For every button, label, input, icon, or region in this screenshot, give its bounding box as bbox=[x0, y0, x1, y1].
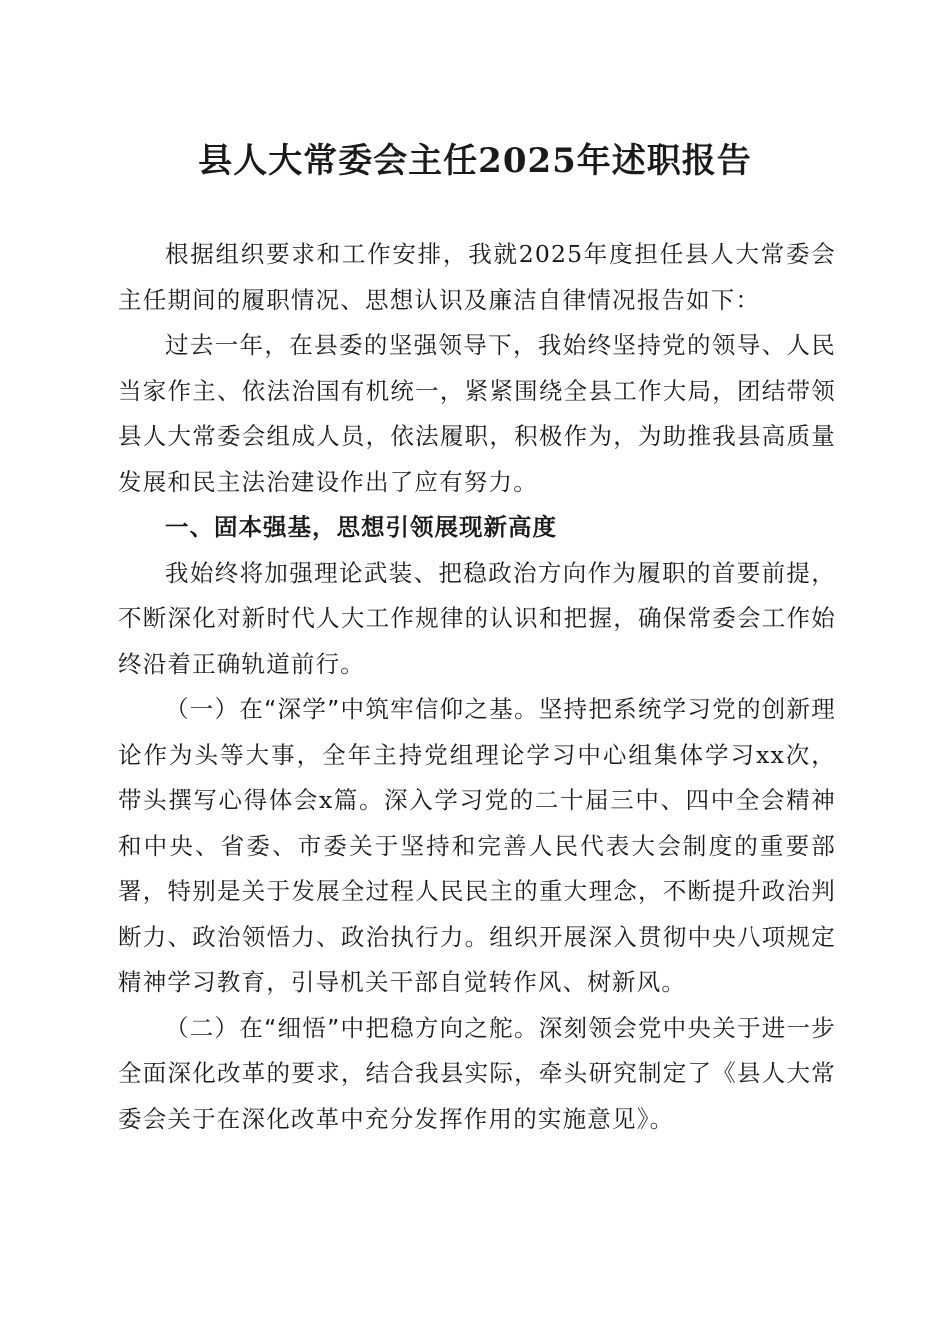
intro-paragraph-2: 过去一年，在县委的坚强领导下，我始终坚持党的领导、人民当家作主、依法治国有机统一，紧紧围绕全县工作大局，团结带领县人大常委会组成人员，依法履职，积极作为，为助推我县高质量发展和民主法治建设作出了应有努力。 bbox=[118, 331, 836, 496]
document-title: 县人大常委会主任2025年述职报告 bbox=[198, 141, 752, 181]
intro-paragraph-1: 根据组织要求和工作安排，我就2025年度担任县人大常委会主任期间的履职情况、思想认识及廉洁自律情况报告如下： bbox=[118, 240, 836, 314]
section-1-heading: 一、固本强基，思想引领展现新高度 bbox=[165, 513, 557, 541]
section-1-item-2-label: （二）在“细悟”中把稳方向之舵。 bbox=[165, 1013, 539, 1042]
section-1-item-1-label: （一）在“深学”中筑牢信仰之基。 bbox=[165, 695, 539, 723]
section-1-item-2-paragraph bbox=[118, 1006, 836, 1143]
section-1-item-1-paragraph bbox=[118, 687, 836, 1006]
section-1-item-2-text: 深刻领会党中央关于进一步全面深化改革的要求，结合我县实际，牵头研究制定了《县人大常委会关于在深化改革中充分发挥作用的实施意见》。 bbox=[118, 1013, 836, 1133]
document-body bbox=[118, 232, 836, 1142]
section-1-lead-paragraph: 我始终将加强理论武装、把稳政治方向作为履职的首要前提，不断深化对新时代人大工作规律的认识和把握，确保常委会工作始终沿着正确轨道前行。 bbox=[118, 558, 836, 678]
section-1-item-1-text: 坚持把系统学习党的创新理论作为头等大事，全年主持党组理论学习中心组集体学习xx次，带头撰写心得体会x篇。深入学习党的二十届三中、四中全会精神和中央、省委、市委关于坚持和完善人民代表大会制度的重要部署，特别是关于发展全过程人民民主的重大理念，不断提升政治判断力、政治领悟力、政治执行力。组织开展深入贯彻中央八项规定精神学习教育，引导机关干部自觉转作风、树新风。 bbox=[118, 695, 836, 996]
